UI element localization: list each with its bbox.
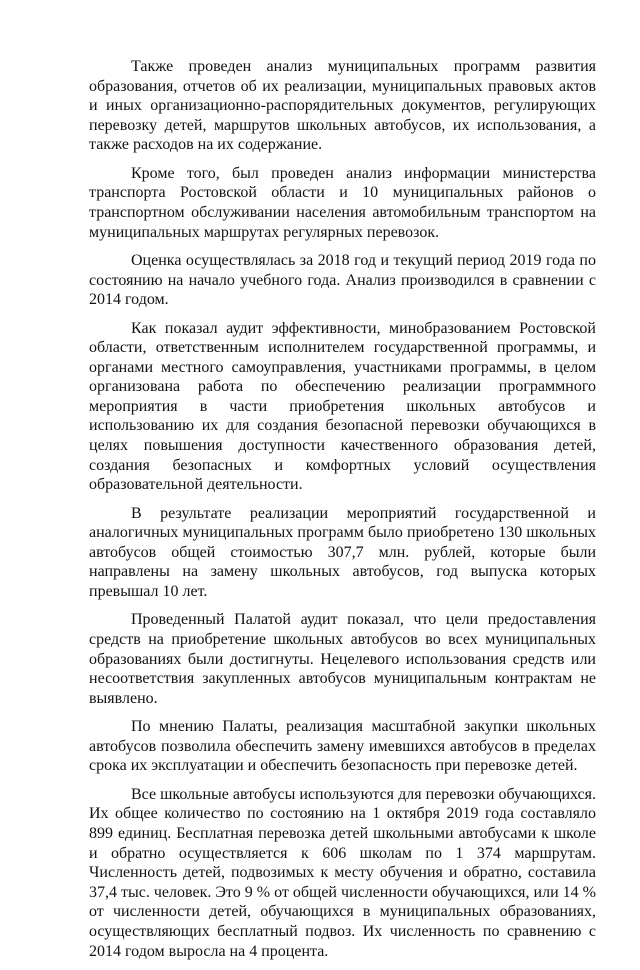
paragraph-bus-purchase: В результате реализации мероприятий государственной и аналогичных муниципальных программ было приобретено 130 школьных автобусов общей стоимостью 307,7 млн. рублей, которые были направлены на замену школьных автобусов, год выпуска которых превышал 10 лет. xyxy=(89,504,596,601)
paragraph-evaluation-period: Оценка осуществлялась за 2018 год и текущий период 2019 года по состоянию на начало учебного года. Анализ производился в сравнении с 2014 годом. xyxy=(89,251,596,309)
paragraph-audit-findings: Как показал аудит эффективности, минобразованием Ростовской области, ответственным исполнителем государственной программы, и органами местного самоуправления, участниками программы, в целом организована работа по обеспечению реализации программного мероприятия в части приобретения школьных автобусов и использованию их для создания безопасной перевозки обучающихся в целях повышения доступности качественного образования детей, создания безопасных и комфортных условий осуществления образовательной деятельности. xyxy=(89,319,596,494)
paragraph-funding-goals: Проведенный Палатой аудит показал, что цели предоставления средств на приобретение школьных автобусов во всех муниципальных образованиях были достигнуты. Нецелевого использования средств или несоответствия закупленных автобусов муниципальным контрактам не выявлено. xyxy=(89,611,596,707)
paragraph-bus-usage-stats: Все школьные автобусы используются для перевозки обучающихся. Их общее количество по состоянию на 1 октября 2019 года составляло 899 единиц. Бесплатная перевозка детей школьными автобусами к школе и обратно осуществляется к 606 школам по 1 374 маршрутам. Численность детей, подвозимых к месту обучения и обратно, составила 37,4 тыс. человек. Это 9 % от общей численности обучающихся, или 14 % от численности детей, обучающихся в муниципальных образованиях, осуществляющих бесплатный подвоз. Их численность по сравнению с 2014 годом выросла на 4 процента. xyxy=(89,785,596,960)
body-text xyxy=(89,57,596,970)
paragraph-chamber-opinion: По мнению Палаты, реализация масштабной закупки школьных автобусов позволила обеспечить замену имевшихся автобусов в пределах срока их эксплуатации и обеспечить безопасность при перевозке детей. xyxy=(89,718,596,775)
paragraph-programs-analysis: Также проведен анализ муниципальных программ развития образования, отчетов об их реализации, муниципальных правовых актов и иных организационно-распорядительных документов, регулирующих перевозку детей, маршрутов школьных автобусов, их использования, а также расходов на их содержание. xyxy=(89,58,596,154)
paragraph-transport-ministry: Кроме того, был проведен анализ информации министерства транспорта Ростовской области и 10 муниципальных районов о транспортном обслуживании населения автомобильным транспортом на муниципальных маршрутах регулярных перевозок. xyxy=(89,164,596,241)
